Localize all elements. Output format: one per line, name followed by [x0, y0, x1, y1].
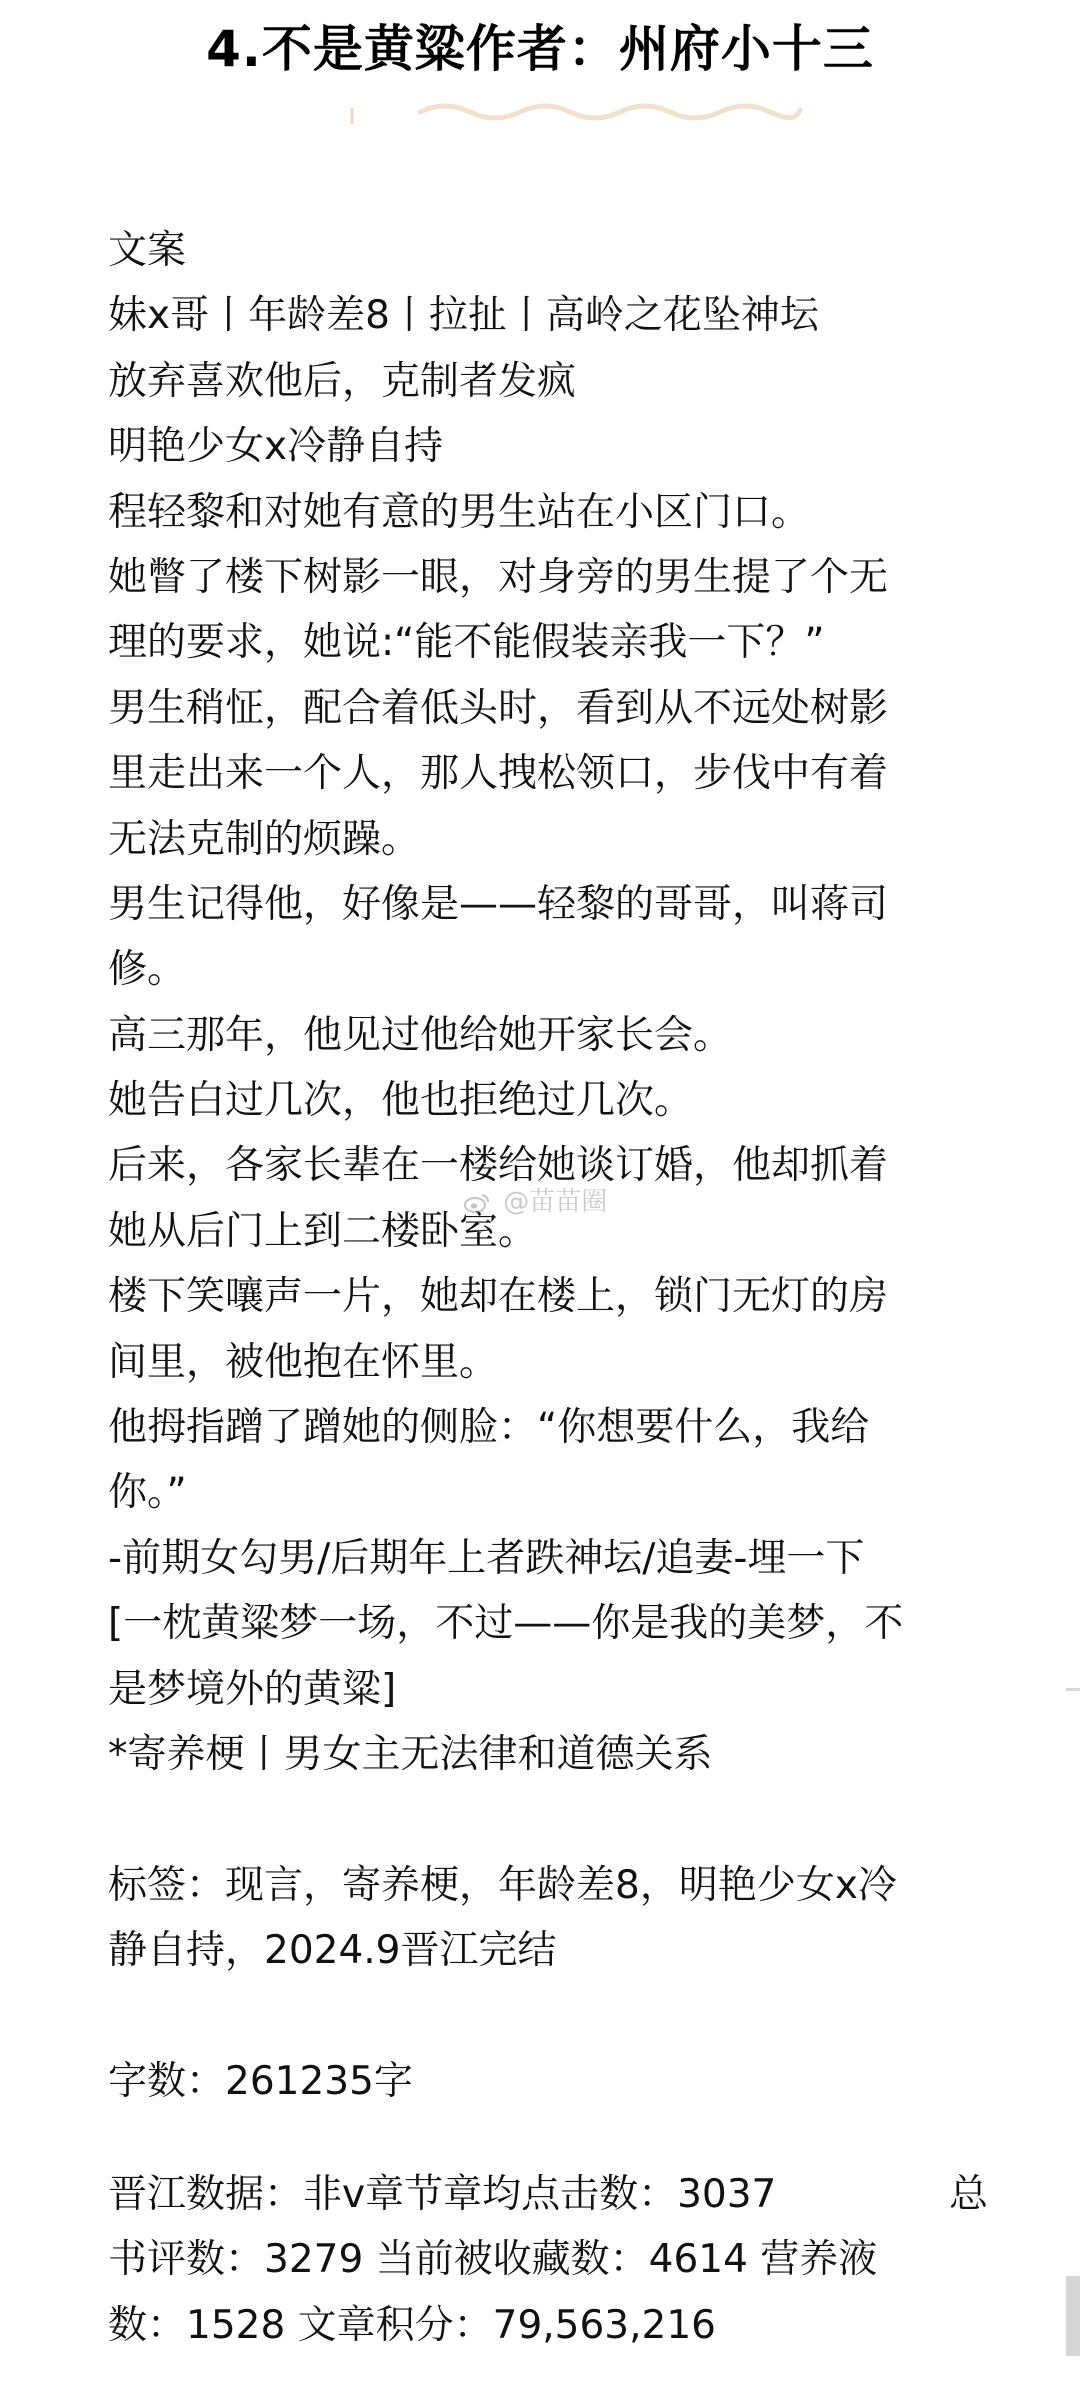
stats-line-left: 晋江数据：非v章节章均点击数：3037 — [108, 2172, 777, 2217]
synopsis-line: 高三那年，他见过他给她开家长会。 — [108, 1012, 733, 1058]
tags-line: 标签：现言，寄养梗，年龄差8，明艳少女x冷 — [108, 1862, 897, 1908]
synopsis-line: 明艳少女x冷静自持 — [108, 424, 444, 470]
jinjiang-stats — [108, 2162, 988, 2358]
synopsis-line: 放弃喜欢他后，克制者发疯 — [108, 358, 577, 404]
synopsis-line: -前期女勾男/后期年上者跌神坛/追妻-埋一下 — [108, 1535, 865, 1581]
synopsis-line: [一枕黄粱梦一场，不过——你是我的美梦，不 — [108, 1601, 904, 1647]
synopsis-line: 你。” — [108, 1470, 187, 1516]
synopsis-line: *寄养梗丨男女主无法律和道德关系 — [108, 1731, 713, 1777]
synopsis-line: 间里，被他抱在怀里。 — [108, 1339, 499, 1385]
weibo-icon — [463, 1192, 491, 1214]
synopsis-line: 她告白过几次，他也拒绝过几次。 — [108, 1078, 694, 1124]
synopsis-line: 无法克制的烦躁。 — [108, 816, 421, 862]
stats-line: 书评数：3279 当前被收藏数：4614 营养液 — [108, 2237, 878, 2283]
synopsis-line: 妹x哥丨年龄差8丨拉扯丨高岭之花坠神坛 — [108, 293, 819, 339]
synopsis-line: 修。 — [108, 947, 187, 993]
synopsis-line: 程轻黎和对她有意的男生站在小区门口。 — [108, 489, 811, 535]
synopsis-line: 是梦境外的黄粱] — [108, 1666, 397, 1712]
synopsis-line: 里走出来一个人，那人拽松领口，步伐中有着 — [108, 751, 889, 797]
watermark-text: @苗苗圈 — [503, 1187, 608, 1217]
synopsis-line: 她瞥了楼下树影一眼，对身旁的男生提了个无 — [108, 554, 889, 600]
stats-line-right: 总 — [948, 2172, 988, 2217]
synopsis-heading: 文案 — [108, 228, 187, 273]
synopsis-line: 他拇指蹭了蹭她的侧脸：“你想要什么，我给 — [108, 1405, 870, 1451]
spacer — [108, 1787, 988, 1852]
spacer — [108, 1984, 988, 2049]
watermark — [463, 1182, 607, 1222]
synopsis-line: 男生记得他，好像是——轻黎的哥哥，叫蒋司 — [108, 881, 889, 927]
synopsis-line: 后来，各家长辈在一楼给她谈订婚，他却抓着 — [108, 1143, 889, 1189]
page-title: 4.不是黄粱作者：州府小十三 — [206, 20, 874, 78]
stats-line: 数：1528 文章积分：79,563,216 — [108, 2302, 716, 2348]
scrollbar-thumb[interactable] — [1066, 2276, 1080, 2356]
stats-line — [108, 2162, 988, 2227]
synopsis-line: 她从后门上到二楼卧室。 — [108, 1208, 538, 1254]
decorative-wave-divider — [0, 92, 1080, 132]
synopsis-body — [108, 218, 988, 2114]
edge-mark — [1066, 1688, 1080, 1691]
synopsis-line: 男生稍怔，配合着低头时，看到从不远处树影 — [108, 685, 889, 731]
synopsis-line: 楼下笑嚷声一片，她却在楼上，锁门无灯的房 — [108, 1274, 889, 1320]
tags-line: 静自持，2024.9晋江完结 — [108, 1928, 557, 1974]
word-count: 字数：261235字 — [108, 2058, 413, 2104]
synopsis-line: 理的要求，她说:“能不能假装亲我一下？” — [108, 620, 825, 666]
